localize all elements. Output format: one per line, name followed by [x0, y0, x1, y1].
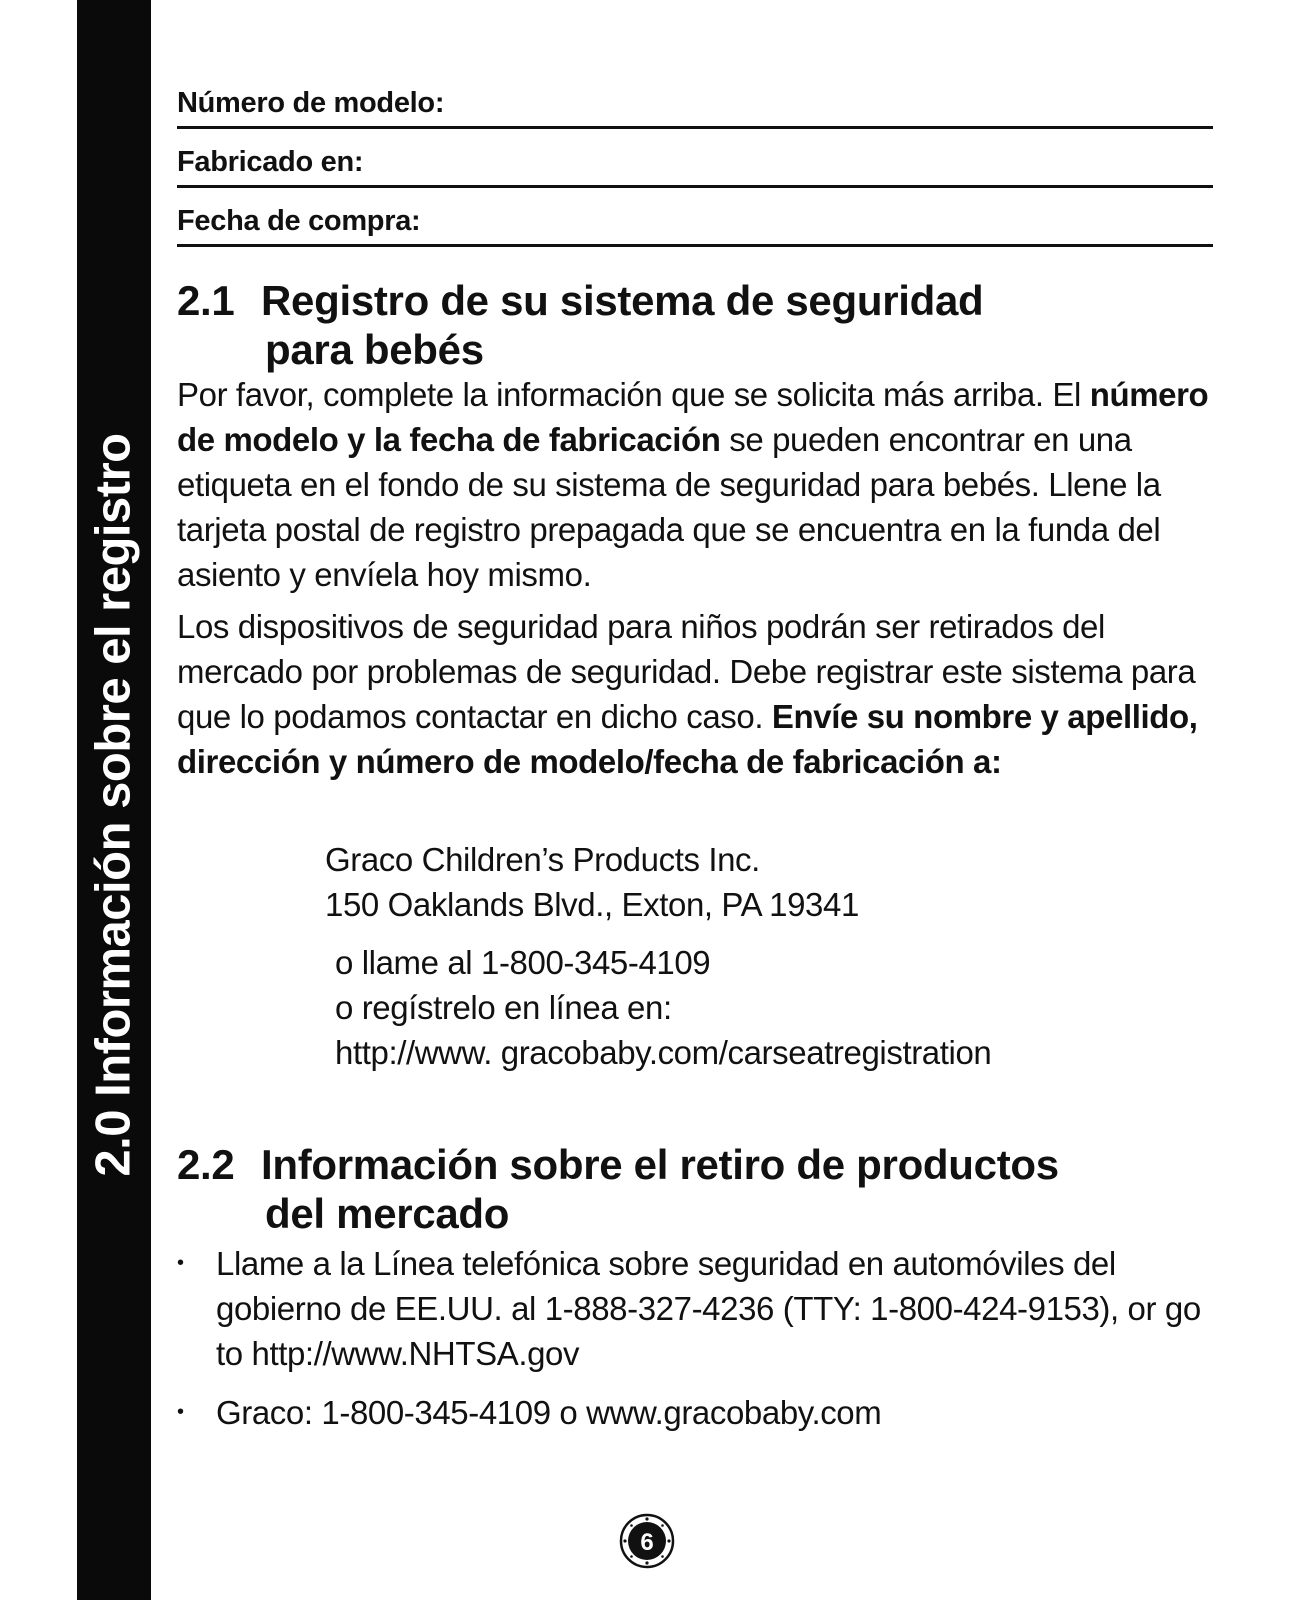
section-2-1-heading — [177, 276, 983, 374]
section-2-2-heading — [177, 1140, 1059, 1238]
registration-paragraph — [177, 372, 1213, 597]
model-number-field[interactable] — [177, 86, 1213, 129]
page-badge-dot-right — [667, 1539, 670, 1542]
section-2-1-title-line2: para bebés — [265, 326, 484, 373]
page-badge-dot-bottom — [645, 1561, 648, 1564]
registration-text-c: se pueden encontrar en una etiqueta en el fondo de su sistema de seguridad para bebés. Llene la tarjeta postal de registro prepagada que se encuentra en la funda del asiento y envíela hoy mismo. — [177, 421, 1161, 593]
page-badge-dot-bl — [630, 1555, 633, 1558]
model-number-label: Número de modelo: — [177, 87, 445, 119]
page-badge-dot-top — [645, 1517, 648, 1520]
page-badge-dot-br — [661, 1555, 664, 1558]
registration-url[interactable]: http://www. gracobaby.com/carseatregistration — [335, 1034, 992, 1071]
page-badge-dot-tr — [661, 1524, 664, 1527]
address-company: Graco Children’s Products Inc. — [325, 841, 760, 878]
section-2-2-title-line2: del mercado — [265, 1190, 510, 1237]
call-number-line: o llame al 1-800-345-4109 — [335, 944, 711, 981]
alternate-registration — [335, 940, 991, 1075]
recall-text-bold: Envíe su nombre y apellido, dirección y número de modelo/fecha de fabricación a: — [177, 698, 1198, 780]
page-number-badge — [619, 1513, 675, 1569]
made-in-label: Fabricado en: — [177, 146, 364, 178]
page-badge-dot-left — [623, 1539, 626, 1542]
online-registration-line: o regístrelo en línea en: — [335, 989, 672, 1026]
recall-info-list — [177, 1241, 1213, 1449]
bullet-icon: • — [177, 1252, 184, 1274]
registration-text-a: Por favor, complete la información que se solicita más arriba. El — [177, 376, 1090, 413]
section-sidebar-title: 2.0 Información sobre el registro — [86, 433, 141, 1177]
section-2-2-title-line1: Información sobre el retiro de productos — [261, 1141, 1059, 1188]
mailing-address — [325, 837, 859, 927]
list-item — [177, 1390, 1213, 1435]
section-2-1-number: 2.1 — [177, 277, 235, 324]
nhtsa-hotline-text: Llame a la Línea telefónica sobre seguridad en automóviles del gobierno de EE.UU. al 1-888-327-4236 (TTY: 1-800-424-9153), or go to http://www.NHTSA.gov — [216, 1245, 1201, 1372]
address-street: 150 Oaklands Blvd., Exton, PA 19341 — [325, 886, 859, 923]
section-2-1-title-line1: Registro de su sistema de seguridad — [261, 277, 984, 324]
section-2-2-number: 2.2 — [177, 1141, 235, 1188]
purchase-date-field[interactable] — [177, 204, 1213, 247]
list-item — [177, 1241, 1213, 1376]
recall-text-a: Los dispositivos de seguridad para niños podrán ser retirados del mercado por problemas de seguridad. Debe registrar este sistema para que lo podamos contactar en dicho caso. — [177, 608, 1196, 735]
bullet-icon: • — [177, 1401, 184, 1423]
page-number-text: 6 — [640, 1529, 654, 1556]
purchase-date-label: Fecha de compra: — [177, 205, 421, 237]
page-badge-dot-tl — [630, 1524, 633, 1527]
graco-contact-text: Graco: 1-800-345-4109 o www.gracobaby.com — [216, 1394, 882, 1431]
recall-contact-paragraph — [177, 604, 1213, 784]
made-in-field[interactable] — [177, 145, 1213, 188]
registration-text-bold: número de modelo y la fecha de fabricación — [177, 376, 1209, 458]
